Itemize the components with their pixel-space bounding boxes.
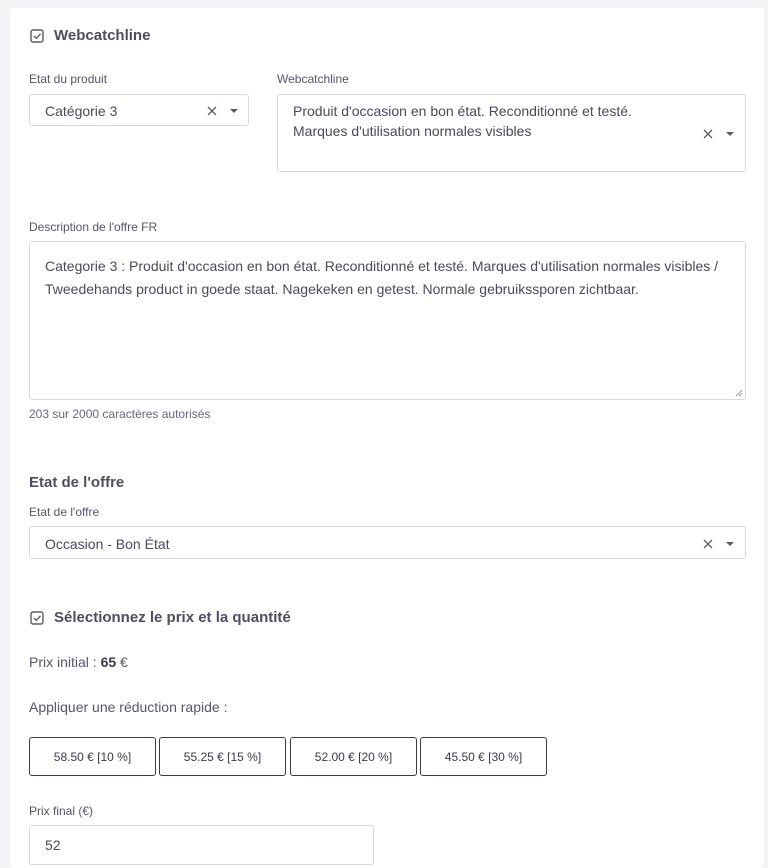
webcatchline-label: Webcatchline — [277, 72, 349, 86]
discount-button-10[interactable]: 58.50 € [10 %] — [29, 737, 156, 776]
clear-icon[interactable] — [702, 128, 714, 140]
etat-produit-value: Catégorie 3 — [45, 103, 118, 119]
section-title-etat-offre: Etat de l'offre — [29, 474, 125, 491]
clear-icon[interactable] — [206, 105, 218, 117]
etat-offre-label: Etat de l'offre — [29, 505, 100, 519]
checkbox-checked-icon — [30, 29, 44, 43]
discount-button-20[interactable]: 52.00 € [20 %] — [290, 737, 417, 776]
etat-produit-label: Etat du produit — [29, 72, 108, 86]
prix-final-value: 52 — [45, 837, 61, 853]
description-char-counter: 203 sur 2000 caractères autorisés — [29, 407, 211, 421]
clear-icon[interactable] — [702, 538, 714, 550]
chevron-down-icon[interactable] — [724, 128, 736, 140]
webcatchline-value-line2: Marques d'utilisation normales visibles — [293, 123, 532, 139]
section-title-webcatchline: Webcatchline — [54, 27, 151, 44]
section-title-prix: Sélectionnez le prix et la quantité — [54, 609, 291, 626]
description-line1: Categorie 3 : Produit d'occasion en bon état. Reconditionné et testé. Marques d'utilisation normales visibles / — [45, 258, 719, 274]
prix-final-label: Prix final (€) — [29, 804, 94, 818]
webcatchline-value-line1: Produit d'occasion en bon état. Reconditionné et testé. — [293, 103, 632, 119]
resize-handle-icon[interactable] — [733, 387, 743, 397]
prix-final-input[interactable] — [29, 825, 374, 865]
etat-produit-select[interactable] — [29, 94, 249, 126]
description-label: Description de l'offre FR — [29, 220, 158, 234]
prix-initial — [29, 654, 128, 670]
chevron-down-icon[interactable] — [724, 538, 736, 550]
discount-button-15[interactable]: 55.25 € [15 %] — [159, 737, 286, 776]
checkbox-checked-icon — [30, 611, 44, 625]
reduction-label: Appliquer une réduction rapide : — [29, 699, 228, 715]
description-textarea[interactable] — [29, 241, 746, 400]
prix-initial-value: 65 — [100, 654, 117, 670]
form-card — [10, 8, 764, 868]
chevron-down-icon[interactable] — [228, 105, 240, 117]
prix-initial-label: Prix initial : — [29, 654, 97, 670]
description-line2: Tweedehands product in goede staat. Nagekeken en getest. Normale gebruikssporen zichtbaar. — [45, 281, 639, 297]
etat-offre-value: Occasion - Bon État — [45, 536, 170, 552]
etat-offre-select[interactable] — [29, 526, 746, 559]
prix-initial-currency: € — [120, 654, 128, 670]
webcatchline-select[interactable] — [277, 94, 746, 172]
discount-button-30[interactable]: 45.50 € [30 %] — [420, 737, 547, 776]
